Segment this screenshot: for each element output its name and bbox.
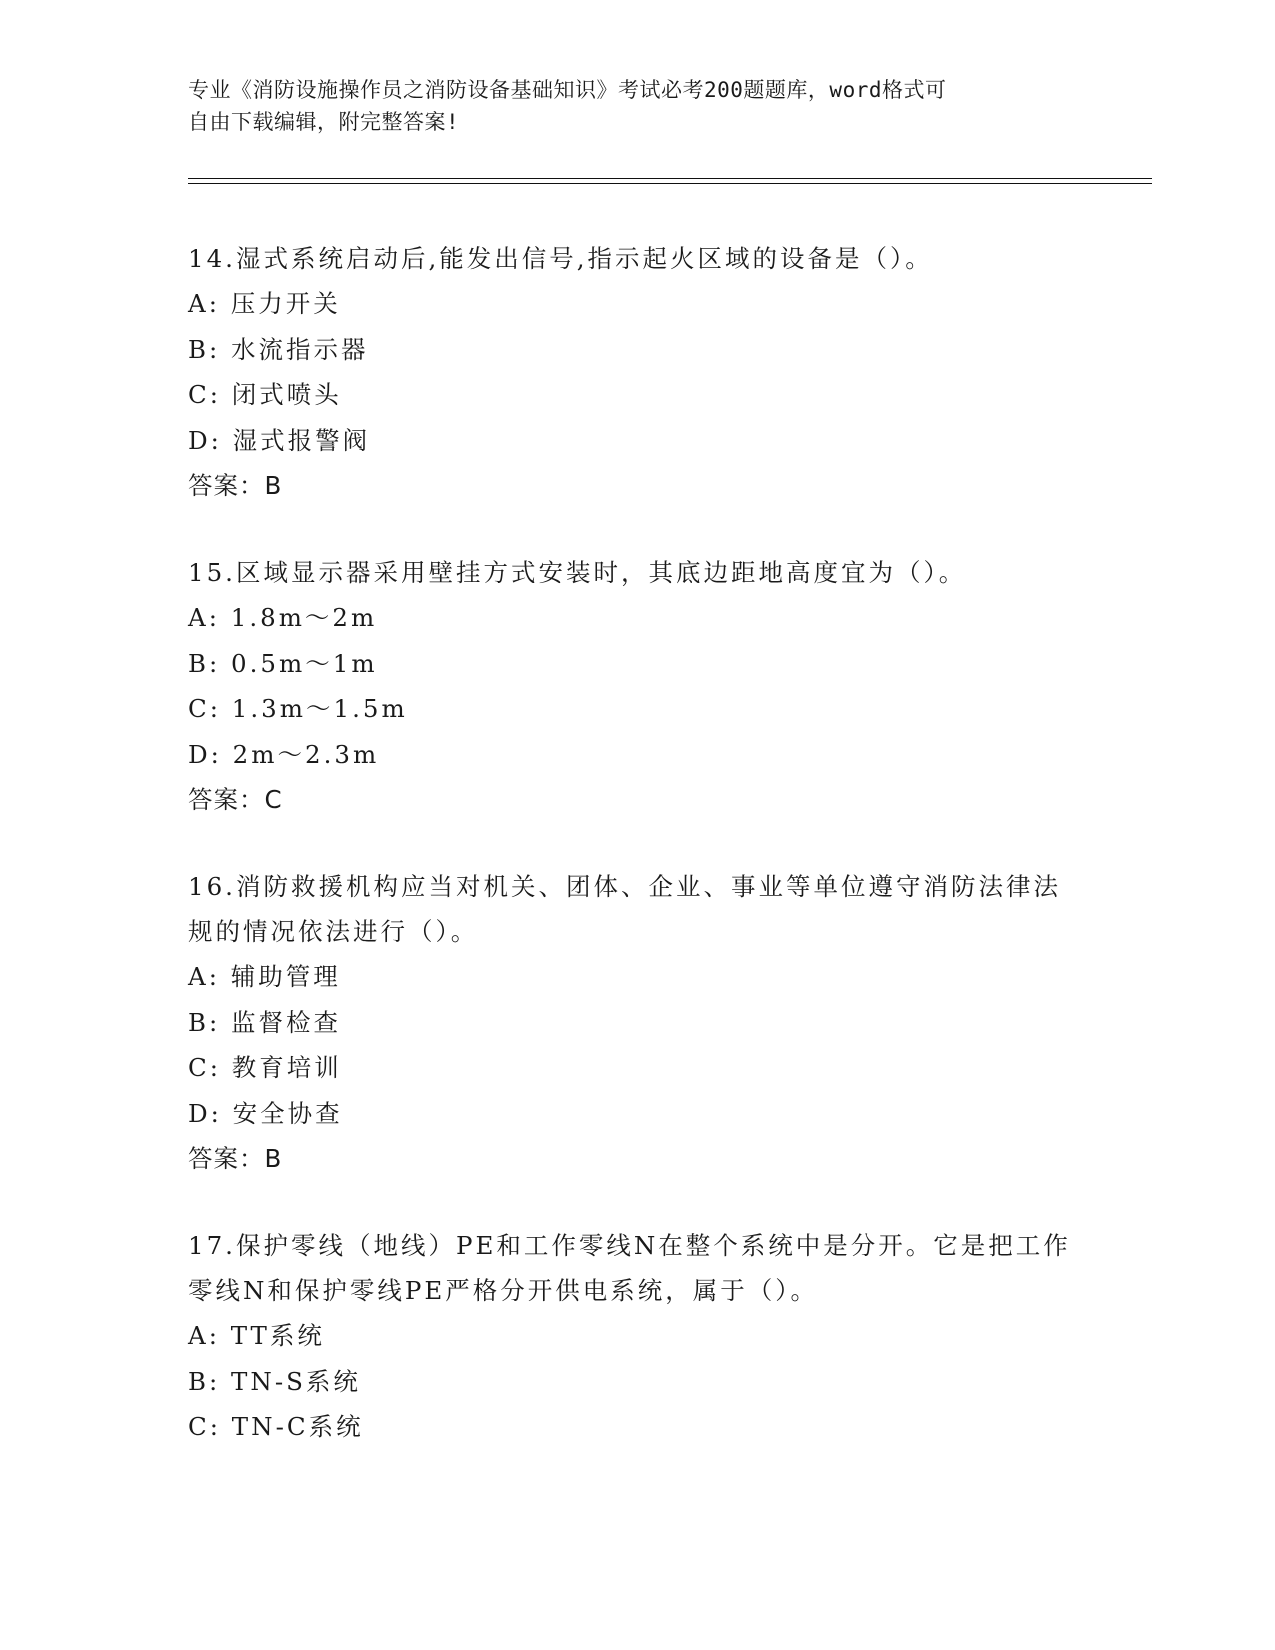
option-b: B: 水流指示器 xyxy=(188,334,369,364)
question-block-14 xyxy=(188,236,1088,508)
option-c: C: 1.3m～1.5m xyxy=(188,694,408,723)
option-a: A: TT系统 xyxy=(188,1321,325,1350)
option-a: A: 1.8m～2m xyxy=(188,603,378,632)
option-b: B: 0.5m～1m xyxy=(188,648,378,678)
option-c: C: 教育培训 xyxy=(188,1053,342,1082)
question-block-15 xyxy=(188,550,1088,822)
option-d: D: 湿式报警阀 xyxy=(188,425,371,455)
question-text: 14.湿式系统启动后,能发出信号,指示起火区域的设备是（）。 xyxy=(188,244,933,273)
question-text: 17.保护零线（地线）PE和工作零线N在整个系统中是分开。它是把工作零线N和保护零线PE严格分开供电系统，属于（）。 xyxy=(188,1231,1071,1305)
document-header xyxy=(188,74,1088,138)
option-c: C: TN-C系统 xyxy=(188,1412,364,1441)
answer-line: 答案：C xyxy=(188,785,283,814)
answer-line: 答案：B xyxy=(188,1144,283,1173)
option-d: D: 2m～2.3m xyxy=(188,739,380,769)
question-block-17 xyxy=(188,1223,1088,1450)
option-b: B: 监督检查 xyxy=(188,1007,342,1037)
option-d: D: 安全协查 xyxy=(188,1098,343,1128)
question-list xyxy=(188,236,1088,1492)
header-divider-second xyxy=(188,183,1152,184)
option-b: B: TN-S系统 xyxy=(188,1366,361,1396)
header-line-2: 自由下载编辑，附完整答案! xyxy=(188,110,460,134)
question-text: 16.消防救援机构应当对机关、团体、企业、事业等单位遵守消防法律法规的情况依法进行（）。 xyxy=(188,872,1061,946)
header-divider xyxy=(188,178,1152,179)
option-a: A: 压力开关 xyxy=(188,289,341,318)
option-c: C: 闭式喷头 xyxy=(188,380,342,409)
question-text: 15.区域显示器采用壁挂方式安装时，其底边距地高度宜为（）。 xyxy=(188,558,967,587)
option-a: A: 辅助管理 xyxy=(188,962,341,991)
question-block-16 xyxy=(188,864,1088,1181)
header-line-1: 专业《消防设施操作员之消防设备基础知识》考试必考200题题库，word格式可 xyxy=(188,78,947,102)
answer-line: 答案：B xyxy=(188,471,283,500)
